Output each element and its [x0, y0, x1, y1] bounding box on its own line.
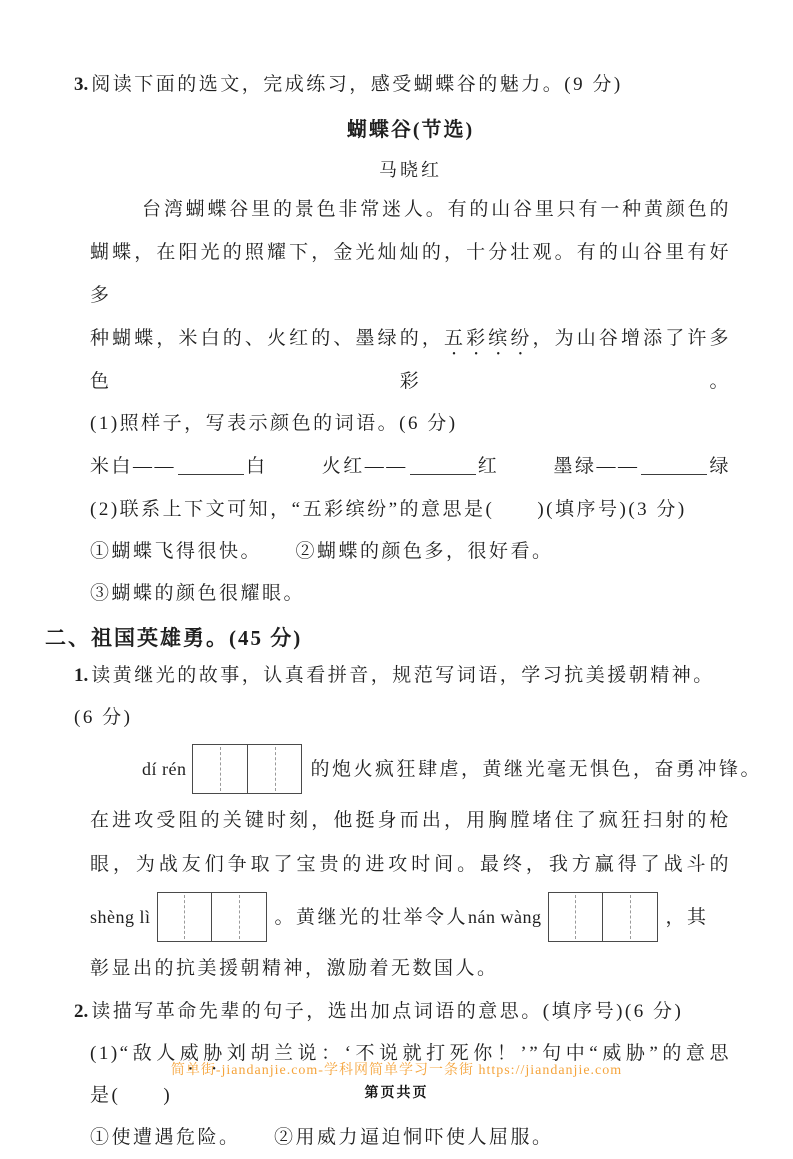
section-2-question-1-intro [74, 655, 731, 739]
grid-cell [211, 893, 266, 941]
pinyin-di-ren: dí rén [142, 759, 187, 779]
emphasized-word-weixie: 威胁 [179, 1043, 227, 1064]
pinyin-writing-line-2 [90, 887, 731, 947]
emphasized-word-wucaibinfen: 五彩缤纷 [443, 328, 533, 349]
pinyin-writing-line-1 [90, 739, 762, 799]
fill-prefix: 米白—— [90, 456, 177, 477]
answer-blank[interactable] [178, 456, 244, 475]
pinyin-sheng-li: shèng lì [90, 907, 151, 927]
writing-grid-nanwang[interactable] [548, 892, 658, 942]
section-2-heading: 二、祖国英雄勇。(45 分) [45, 626, 303, 650]
question-2-number: 2. [74, 1001, 89, 1022]
passage-title: 蝴蝶谷(节选) [346, 119, 475, 141]
fill-suffix: 白 [246, 456, 268, 477]
passage-line-1: 台湾蝴蝶谷里的景色非常迷人。有的山谷里只有一种黄颜色的 [142, 199, 731, 220]
passage-line-3-post: ，为山谷增添了许多色彩。 [90, 328, 731, 392]
answer-blank[interactable] [410, 456, 476, 475]
fill-in-blank-row [90, 445, 731, 489]
q1-line-4-mid: 。黄继光的壮举令人 [274, 907, 469, 928]
q1-line-4-end: ，其 [665, 907, 709, 928]
q2-sub1-pre: (1)“敌人 [90, 1043, 180, 1064]
fill-suffix: 绿 [709, 456, 731, 477]
question-3-sub2-label: (2)联系上下文可知，“五彩缤纷”的意思是( )(填序号)(3 分) [90, 499, 687, 520]
q2-sub1-post: 刘胡兰说：‘不说就打死你！’”句中“威胁”的意思 [226, 1043, 731, 1064]
q1-line-3: 眼，为战友们争取了宝贵的进攻时间。最终，我方赢得了战斗的 [90, 854, 731, 875]
fill-group-red [322, 445, 500, 489]
grid-cell [549, 893, 603, 941]
writing-grid-diren[interactable] [192, 744, 302, 794]
pinyin-nan-wang: nán wàng [468, 907, 542, 927]
passage-line-2: 蝴蝶，在阳光的照耀下，金光灿灿的，十分壮观。有的山谷里有好多 [90, 242, 731, 306]
question-1-text: 读黄继光的故事，认真看拼音，规范写词语，学习抗美援朝精神。(6 分) [74, 665, 715, 728]
fill-prefix: 火红—— [321, 456, 408, 477]
grid-cell [247, 745, 302, 793]
question-3-text: 阅读下面的选文，完成练习，感受蝴蝶谷的魅力。(9 分) [91, 74, 623, 95]
question-2-text: 读描写革命先辈的句子，选出加点词语的意思。(填序号)(6 分) [91, 1001, 684, 1022]
page-number-label: 第页共页 [364, 1086, 429, 1101]
question-3-sub1-label: (1)照样子，写表示颜色的词语。(6 分) [90, 413, 458, 434]
q1-line-1-text: 的炮火疯狂肆虐，黄继光毫无惧色，奋勇冲锋。 [310, 759, 762, 780]
fill-group-green [553, 445, 731, 489]
fill-prefix: 墨绿—— [553, 456, 640, 477]
grid-cell [193, 745, 247, 793]
question-3-sub2-options-2: ③蝴蝶的颜色很耀眼。 [90, 583, 306, 604]
section-2-question-2-intro [74, 991, 731, 1033]
page-footer [0, 1060, 793, 1106]
question-3-number: 3. [74, 74, 89, 95]
question-3-intro [74, 62, 731, 108]
q1-line-2: 在进攻受阻的关键时刻，他挺身而出，用胸膛堵住了疯狂扫射的枪 [90, 810, 731, 831]
fill-group-white [90, 445, 268, 489]
footer-site-link[interactable]: 简单街-jiandanjie.com-学科网简单学习一条街 https://jiandanjie.com [170, 1063, 623, 1078]
passage-line-3-pre: 种蝴蝶，米白的、火红的、墨绿的， [90, 328, 444, 349]
q1-line-5: 彰显出的抗美援朝精神，激励着无数国人。 [90, 958, 499, 979]
grid-cell [602, 893, 657, 941]
writing-grid-shengli[interactable] [157, 892, 267, 942]
grid-cell [158, 893, 212, 941]
question-2-options: ①使遭遇危险。 ②用威力逼迫恫吓使人屈服。 [90, 1127, 554, 1148]
question-1-number: 1. [74, 665, 89, 686]
passage-author: 马晓红 [379, 160, 442, 180]
fill-suffix: 红 [477, 456, 500, 477]
question-3-sub2-options-1: ①蝴蝶飞得很快。 ②蝴蝶的颜色多，很好看。 [90, 541, 554, 562]
question-2-sub1-line-2: 是( ) [90, 1085, 173, 1106]
answer-blank[interactable] [641, 456, 707, 475]
passage-line-3 [90, 317, 731, 403]
